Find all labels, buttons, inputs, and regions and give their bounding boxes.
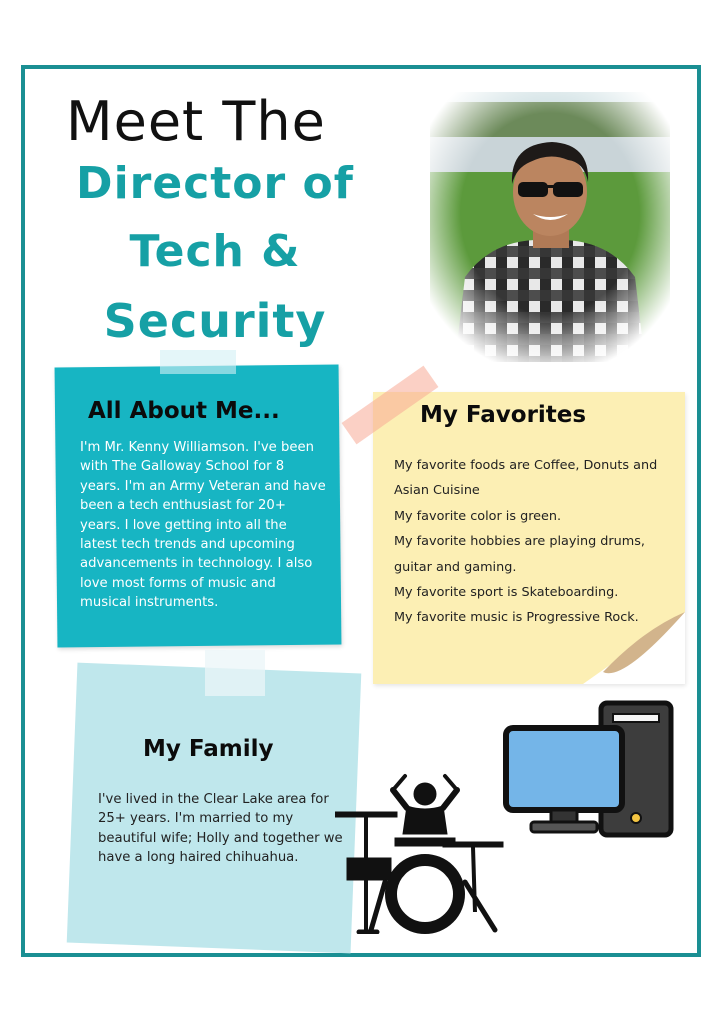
favorites-heading: My Favorites <box>420 402 587 428</box>
family-body: I've lived in the Clear Lake area for 25+ years. I'm married to my beautiful wife; Holly and together we have a long haired chihuahua. <box>98 792 343 866</box>
page-curl-icon <box>583 612 685 684</box>
favorite-hobbies: My favorite hobbies are playing drums, guitar and gaming. <box>394 534 645 575</box>
tape-strip <box>160 350 236 374</box>
title-security: Security <box>103 294 327 348</box>
title-tech: Tech & <box>129 226 301 277</box>
favorite-foods: My favorite foods are Coffee, Donuts and Asian Cuisine <box>394 458 658 499</box>
family-heading: My Family <box>143 736 274 762</box>
favorite-music: My favorite music is Progressive Rock. <box>394 610 639 626</box>
about-heading: All About Me... <box>88 398 280 424</box>
about-body: I'm Mr. Kenny Williamson. I've been with The Galloway School for 8 years. I'm an Army Veteran and have been a tech enthusiast for 20+ years. I love getting into all the latest tech trends and upcoming advancements in technology. I also love most forms of music and musical instruments. <box>80 440 326 611</box>
tape-strip <box>205 650 265 696</box>
favorite-color: My favorite color is green. <box>394 508 562 524</box>
title-meet-the: Meet The <box>66 90 326 153</box>
favorite-sport: My favorite sport is Skateboarding. <box>394 585 619 601</box>
portrait-photo <box>430 92 670 362</box>
drummer-icon <box>335 772 505 934</box>
favorites-list <box>394 453 684 631</box>
title-director-of: Director of <box>76 158 354 209</box>
computer-icon <box>503 700 675 838</box>
